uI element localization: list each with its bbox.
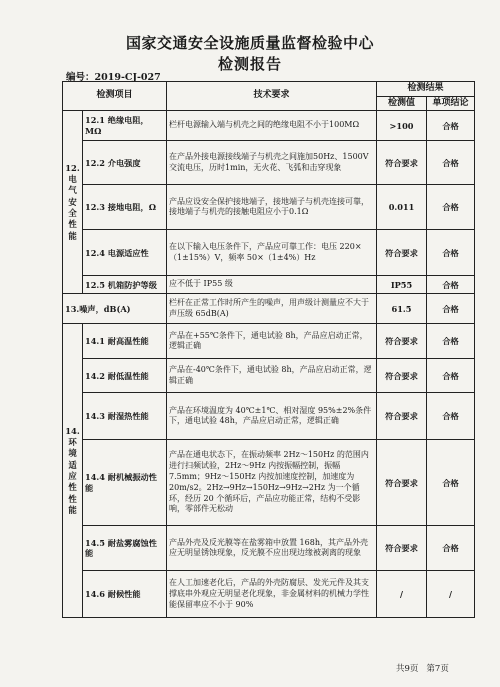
item-conclusion: 合格 bbox=[427, 324, 475, 359]
group-label-noise: 13.噪声，dB(A) bbox=[63, 294, 167, 324]
table-row bbox=[63, 276, 475, 294]
item-value: 0.011 bbox=[377, 185, 427, 230]
item-name: 12.5 机箱防护等级 bbox=[83, 276, 167, 294]
item-requirement: 栏杆在正常工作时所产生的噪声，用声级计测量应不大于声压级 65dB(A) bbox=[167, 294, 377, 324]
item-conclusion: 合格 bbox=[427, 526, 475, 571]
item-name: 14.2 耐低温性能 bbox=[83, 359, 167, 393]
item-conclusion: 合格 bbox=[427, 359, 475, 393]
table-row bbox=[63, 393, 475, 440]
item-name: 12.3 接地电阻，Ω bbox=[83, 185, 167, 230]
item-value: 符合要求 bbox=[377, 440, 427, 526]
item-name: 12.2 介电强度 bbox=[83, 141, 167, 185]
item-value: 符合要求 bbox=[377, 359, 427, 393]
table-row bbox=[63, 294, 475, 324]
test-results-table bbox=[62, 81, 475, 618]
item-name: 14.5 耐盐雾腐蚀性能 bbox=[83, 526, 167, 571]
group-label-environment: 14.环境适应性性能 bbox=[63, 324, 83, 618]
item-conclusion: 合格 bbox=[427, 294, 475, 324]
report-title: 国家交通安全设施质量监督检验中心 bbox=[125, 34, 374, 52]
total-pages: 共9页 bbox=[396, 664, 419, 674]
item-requirement: 产品应设安全保护接地端子，接地端子与机壳连接可靠，接地端子与机壳的接触电阻应小于0.1Ω bbox=[167, 185, 377, 230]
table-row bbox=[63, 324, 475, 359]
header-requirement: 技术要求 bbox=[167, 82, 377, 111]
item-value: 符合要求 bbox=[377, 141, 427, 185]
table-header-row bbox=[63, 82, 475, 97]
item-requirement: 在以下输入电压条件下，产品应可靠工作：电压 220×（1±15%）V，频率 50×（1±4%）Hz bbox=[167, 230, 377, 276]
item-requirement: 应不低于 IP55 级 bbox=[167, 276, 377, 294]
item-value: 61.5 bbox=[377, 294, 427, 324]
page-footer bbox=[396, 662, 457, 674]
item-value: 符合要求 bbox=[377, 324, 427, 359]
item-name: 14.3 耐湿热性能 bbox=[83, 393, 167, 440]
item-requirement: 产品在-40℃条件下，通电试验 8h，产品应启动正常，逻辑正确 bbox=[167, 359, 377, 393]
document-number: 编号：2019-CJ-027 bbox=[66, 72, 161, 83]
header-result: 检测结果 bbox=[377, 82, 475, 97]
item-requirement: 产品在环境温度为 40℃±1℃、相对湿度 95%±2%条件下，通电试验 48h，产品应启动正常，逻辑正确 bbox=[167, 393, 377, 440]
item-conclusion: 合格 bbox=[427, 230, 475, 276]
item-name: 12.4 电源适应性 bbox=[83, 230, 167, 276]
item-value: 符合要求 bbox=[377, 393, 427, 440]
item-requirement: 栏杆电源输入端与机壳之间的绝缘电阻不小于100MΩ bbox=[167, 111, 377, 141]
group-label-electrical: 12.电气安全性能 bbox=[63, 111, 83, 294]
table-row bbox=[63, 185, 475, 230]
item-value: >100 bbox=[377, 111, 427, 141]
header-item: 检测项目 bbox=[63, 82, 167, 111]
item-value: 符合要求 bbox=[377, 526, 427, 571]
page-number: 第7页 bbox=[426, 664, 449, 674]
item-requirement: 产品外壳及反光膜等在盐雾箱中放置 168h，其产品外壳应无明显锈蚀现象，反光膜不应出现边缘被剥离的现象 bbox=[167, 526, 377, 571]
table-row bbox=[63, 141, 475, 185]
item-conclusion: 合格 bbox=[427, 440, 475, 526]
item-requirement: 在产品外接电源接线端子与机壳之间施加50Hz、1500V交流电压，历时1min，无火花、飞弧和击穿现象 bbox=[167, 141, 377, 185]
item-conclusion: 合格 bbox=[427, 185, 475, 230]
item-conclusion: 合格 bbox=[427, 141, 475, 185]
item-requirement: 产品在通电状态下，在振动频率 2Hz～150Hz 的范围内进行扫频试验，2Hz～9Hz 内按振幅控制，振幅 7.5mm；9Hz～150Hz 内按加速度控制，加速度为 20m/s2。2Hz→9Hz→150Hz→9Hz→2Hz 为一个循环，经历 20 个循环后，产品应功能正常，结构不受影响，零部件无松动 bbox=[167, 440, 377, 526]
item-conclusion: 合格 bbox=[427, 111, 475, 141]
item-name: 14.1 耐高温性能 bbox=[83, 324, 167, 359]
header-conclusion: 单项结论 bbox=[427, 96, 475, 111]
table-row bbox=[63, 230, 475, 276]
table-row bbox=[63, 440, 475, 526]
item-requirement: 在人工加速老化后，产品的外壳防腐层、发光元件及其支撑底串外观应无明显老化现象，非金属材料的机械力学性能保留率应不小于 90% bbox=[167, 571, 377, 618]
item-name: 14.4 耐机械振动性能 bbox=[83, 440, 167, 526]
table-row bbox=[63, 359, 475, 393]
item-requirement: 产品在+55℃条件下，通电试验 8h，产品应启动正常，逻辑正确 bbox=[167, 324, 377, 359]
item-conclusion: / bbox=[427, 571, 475, 618]
header-value: 检测值 bbox=[377, 96, 427, 111]
item-name: 12.1 绝缘电阻，MΩ bbox=[83, 111, 167, 141]
item-conclusion: 合格 bbox=[427, 276, 475, 294]
table-row bbox=[63, 526, 475, 571]
report-subtitle: 检测报告 bbox=[217, 55, 282, 73]
table-row bbox=[63, 111, 475, 141]
item-value: 符合要求 bbox=[377, 230, 427, 276]
table-row bbox=[63, 571, 475, 618]
item-value: / bbox=[377, 571, 427, 618]
item-name: 14.6 耐候性能 bbox=[83, 571, 167, 618]
item-value: IP55 bbox=[377, 276, 427, 294]
item-conclusion: 合格 bbox=[427, 393, 475, 440]
